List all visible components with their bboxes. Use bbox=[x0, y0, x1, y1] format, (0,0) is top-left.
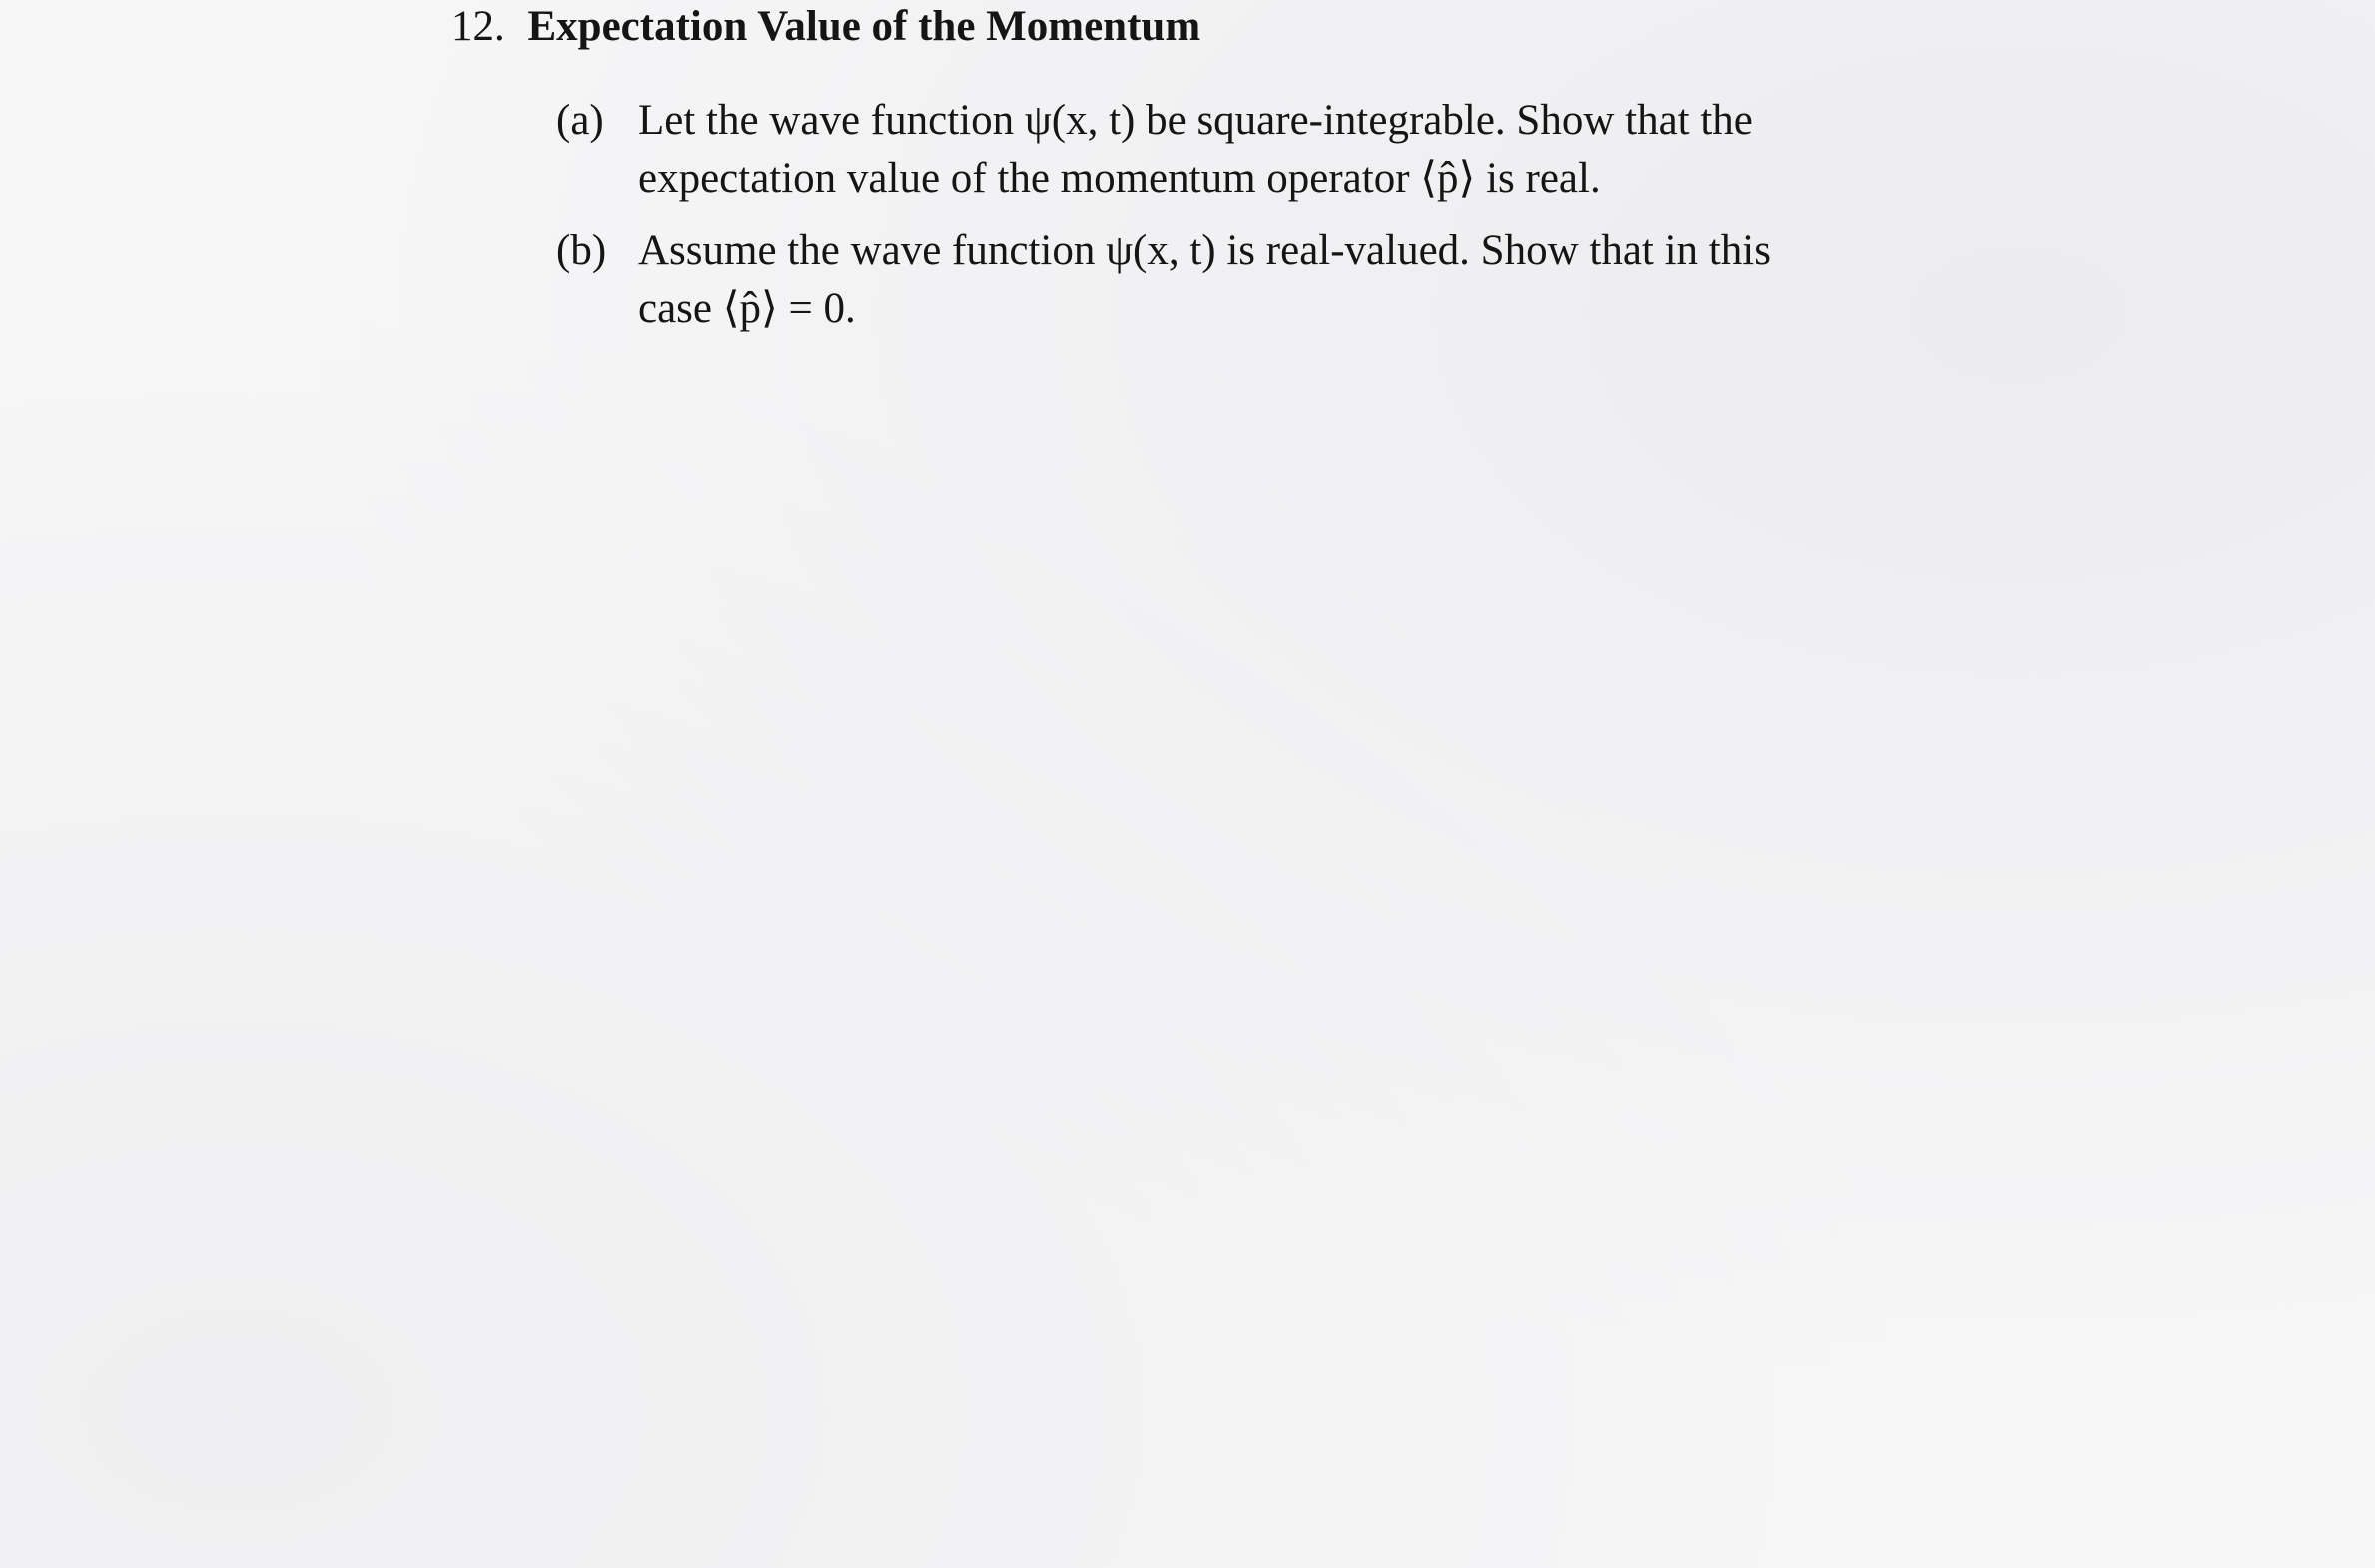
part-text-line: case ⟨p̂⟩ = 0. bbox=[638, 285, 856, 332]
problem-title bbox=[451, 2, 1200, 52]
part-text bbox=[638, 222, 2016, 338]
part-text-line: expectation value of the momentum operator ⟨p̂⟩ is real. bbox=[638, 155, 1601, 202]
part-text bbox=[638, 92, 2016, 208]
part-text-line: Let the wave function ψ(x, t) be square-integrable. Show that the bbox=[638, 97, 1753, 144]
part-label: (a) bbox=[556, 97, 604, 144]
problem-number: 12. bbox=[451, 3, 505, 50]
part-text-line: Assume the wave function ψ(x, t) is real-valued. Show that in this bbox=[638, 227, 1771, 274]
problem-heading: Expectation Value of the Momentum bbox=[527, 3, 1201, 50]
part-label: (b) bbox=[556, 227, 607, 274]
